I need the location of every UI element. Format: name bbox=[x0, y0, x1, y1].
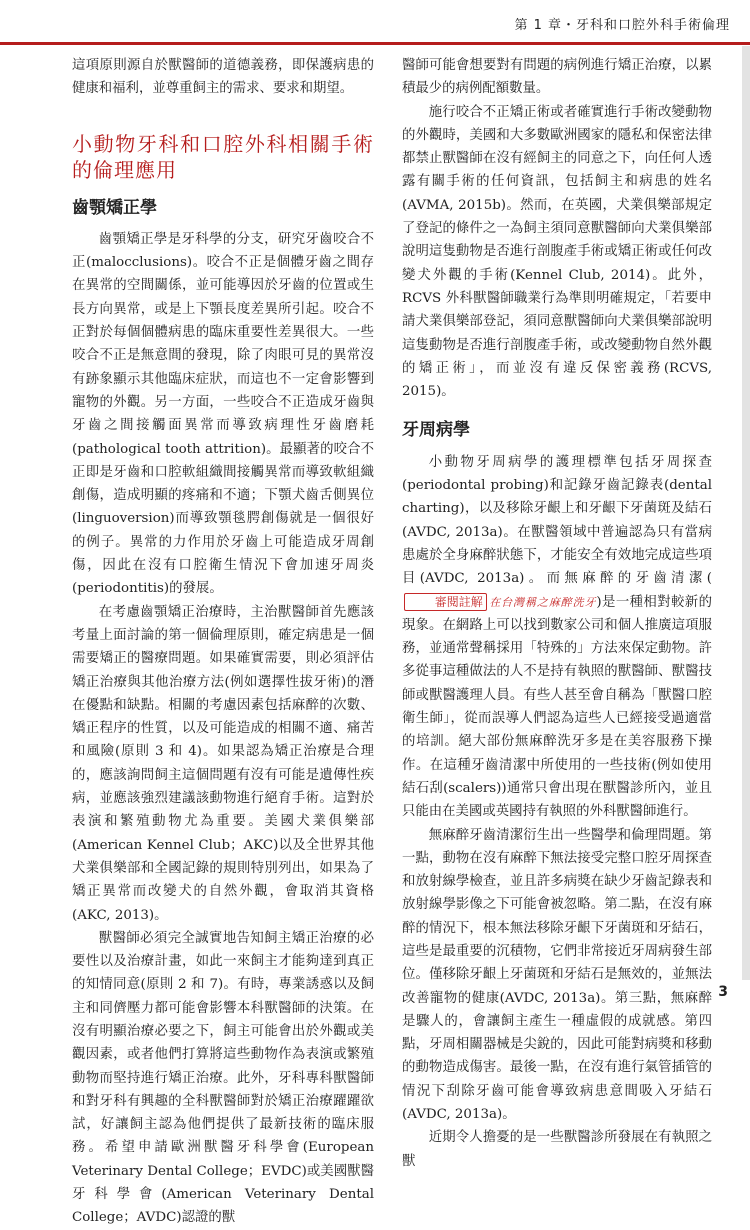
right-column bbox=[402, 54, 712, 1173]
page-edge-strip bbox=[742, 46, 750, 980]
periodontal-text-part-2: )是一種相對較新的現象。在網路上可以找到數家公司和個人推廣這項服務，並通常聲稱採用「特殊的」方法來保定動物。許多從事這種做法的人不是持有執照的獸醫師、獸醫技師或獸醫護理人員。有些人甚至會自稱為「獸醫口腔衛生師」，從而誤導人們認為這些人已經接受過適當的培訓。絕大部份無麻醉洗牙多是在美容服務下操作。在這種牙齒清潔中所使用的一些技術(例如使用結石刮(scalers))通常只會出現在獸醫診所內，並且只能由在美國或英國持有執照的外科獸醫師進行。 bbox=[402, 594, 712, 820]
orthodontics-paragraph-1: 齒顎矯正學是牙科學的分支，研究牙齒咬合不正(malocclusions)。咬合不正是個體牙齒之間存在異常的空間關係，並可能導因於牙齒的位置或生長方向異常，或是上下顎長度差異所引起。咬合不正對於每個個體病患的臨床重要性差異很大。一些咬合不正是無意間的發現，除了肉眼可見的異常沒有跡象顯示其他臨床症狀，而這也不一定會影響到寵物的外觀。另一方面，一些咬合不正造成牙齒與牙齒之間接觸面異常而導致病理性牙齒磨耗(pathological tooth attrition)。最顯著的咬合不正即是牙齒和口腔軟組織間接觸異常而導致軟組織創傷，造成明顯的疼痛和不適；下顎犬齒舌側異位(linguoversion)而導致顎毯腭創傷就是一個很好的例子。異常的力作用於牙齒上可能造成牙周創傷，因此在沒有口腔衛生情況下會加速牙周炎(periodontitis)的發展。 bbox=[72, 231, 374, 597]
continuation-paragraph: 醫師可能會想要對有問題的病例進行矯正治療，以累積最少的病例配額數量。 bbox=[402, 58, 712, 97]
orthodontics-paragraph-3: 獸醫師必須完全誠實地告知飼主矯正治療的必要性以及治療計畫，如此一來飼主才能夠達到真正的知情同意(原則 2 和 7)。有時，專業誘惑以及飼主和同儕壓力都可能會影響本科獸醫師的決策。在沒有明顯治療必要之下，飼主可能會出於外觀或美觀因素，或者他們打算將這些動物作為表演或繁殖動物而堅持進行矯正治療。此外，牙科專科獸醫師和對牙科有興趣的全科獸醫師對於矯正治療躍躍欲試，好讓飼主認為他們提供了最新技術的臨床服務。希望申請歐洲獸醫牙科學會(European Veterinary Dental College；EVDC)或美國獸醫牙科學會(American Veterinary Dental College；AVDC)認證的獸 bbox=[72, 930, 374, 1226]
chapter-running-title: 第 1 章・牙科和口腔外科手術倫理 bbox=[514, 18, 730, 33]
intro-paragraph: 這項原則源自於獸醫師的道德義務，即保護病患的健康和福利，並尊重飼主的需求、要求和期望。 bbox=[72, 58, 374, 97]
periodontal-paragraph-3: 近期令人擔憂的是一些獸醫診所發展在有執照之獸 bbox=[402, 1130, 712, 1169]
page-header bbox=[0, 0, 750, 45]
orthodontics-heading: 齒顎矯正學 bbox=[72, 197, 157, 218]
periodontal-text-part-1: 小動物牙周病學的護理標準包括牙周探查(periodontal probing)和記錄牙齒記錄表(dental charting)，以及移除牙齦上和牙齦下牙菌斑及結石(AVDC, 2013a)。在獸醫領域中普遍認為只有當病患處於全身麻醉狀態下，才能安全有效地完成這些項目(AVDC, 2013a)。而無麻醉的牙齒清潔( bbox=[402, 454, 712, 587]
review-comment-badge[interactable]: 審閱註解 bbox=[404, 593, 487, 611]
periodontal-heading: 牙周病學 bbox=[402, 420, 470, 441]
page-number: 3 bbox=[718, 984, 728, 1000]
privacy-paragraph: 施行咬合不正矯正術或者確實進行手術改變動物的外觀時，美國和大多數歐洲國家的隱私和保密法律都禁止獸醫師在沒有經飼主的同意之下，向任何人透露有關手術的任何資訊，包括飼主和病患的姓名(AVMA, 2015b)。然而，在英國，犬業俱樂部規定了登記的條件之一為飼主須同意獸醫師向犬業俱樂部說明這隻動物是否進行剖腹產手術或矯正術或任何改變犬外觀的手術(Kennel Club, 2014)。此外，RCVS 外科獸醫師職業行為準則明確規定，「若要申請犬業俱樂部登記，須同意獸醫師向犬業俱樂部說明這隻動物是否進行剖腹產手術，或改變動物自然外觀的矯正術」，而並沒有違反保密義務(RCVS, 2015)。 bbox=[402, 104, 712, 400]
left-column bbox=[72, 54, 374, 1230]
orthodontics-paragraph-2: 在考慮齒顎矯正治療時，主治獸醫師首先應該考量上面討論的第一個倫理原則，確定病患是一個需要矯正的醫療問題。如果確實需要，則必須評估矯正治療與其他治療方法(例如選擇性拔牙術)的潛在優點和缺點。相關的考慮因素包括麻醉的次數、矯正程序的性質，以及可能造成的相關不適、痛苦和風險(原則 3 和 4)。如果認為矯正治療是合理的，應該詢問飼主這個問題有沒有可能是遺傳性疾病，並應該強烈建議該動物進行絕育手術。這對於表演和繁殖動物尤為重要。美國犬業俱樂部(American Kennel Club；AKC)以及全世界其他犬業俱樂部和全國記錄的規則特別列出，如果為了矯正異常而改變犬的自然外觀，會取消其資格(AKC, 2013)。 bbox=[72, 604, 374, 923]
section-title: 小動物牙科和口腔外科相關手術的倫理應用 bbox=[72, 131, 374, 182]
periodontal-paragraph-2: 無麻醉牙齒清潔衍生出一些醫學和倫理問題。第一點，動物在沒有麻醉下無法接受完整口腔牙周探查和放射線學檢查，並且許多病獎在缺少牙齒記錄表和放射線學影像之下可能會被忽略。第二點，在沒有麻醉的情況下，根本無法移除牙齦下牙菌斑和牙結石，這些是最重要的沉積物，它們非常接近牙周病發生部位。僅移除牙齦上牙菌斑和牙結石是無效的，並無法改善寵物的健康(AVDC, 2013a)。第三點，無麻醉是驟人的，會讓飼主產生一種虛假的成就感。第四點，牙周相關器械是尖銳的，因此可能對病獎和移動的動物造成傷害。最後一點，在沒有進行氣管插管的情況下刮除牙齒可能會導致病患意間吸入牙結石(AVDC, 2013a)。 bbox=[402, 827, 712, 1123]
handwritten-annotation: 在台灣稱之麻醉洗牙 bbox=[488, 595, 597, 609]
periodontal-paragraph-1 bbox=[402, 451, 712, 824]
